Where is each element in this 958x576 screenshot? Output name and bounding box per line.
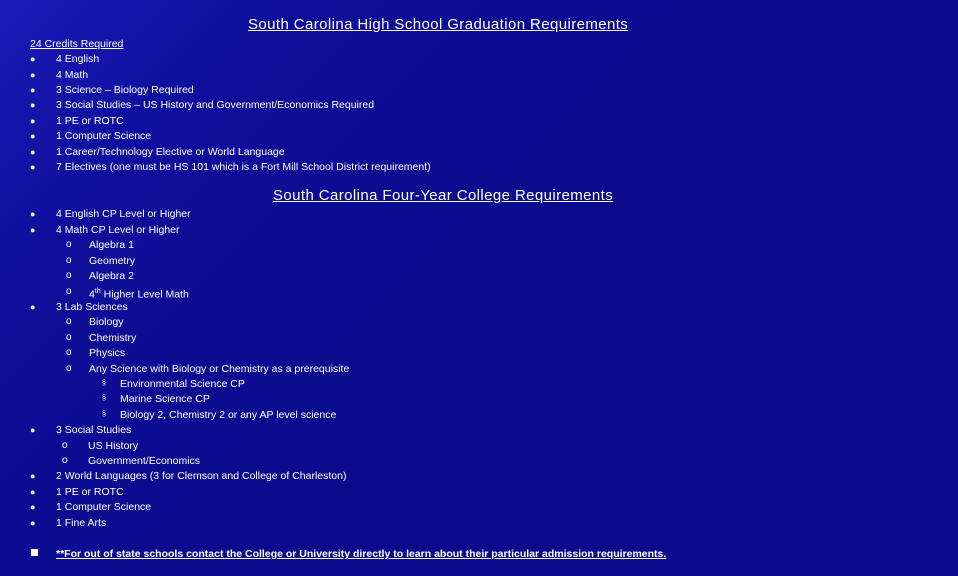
bullet-icon: ● <box>30 162 36 172</box>
math-sub-item: Geometry <box>89 255 136 267</box>
sub-bullet-icon: o <box>66 363 72 374</box>
bullet-icon: ● <box>30 147 36 157</box>
college-title: South Carolina Four-Year College Requirements <box>273 187 614 204</box>
bullet-icon: ● <box>30 502 36 512</box>
bullet-icon: ● <box>30 302 36 312</box>
sub-bullet-icon: o <box>66 347 72 358</box>
sub-bullet-icon: o <box>66 316 72 327</box>
math-sub-item <box>89 286 189 301</box>
college-social: 3 Social Studies <box>56 424 132 436</box>
bullet-icon: ● <box>30 116 36 126</box>
sub-bullet-icon: o <box>62 440 68 451</box>
college-english: 4 English CP Level or Higher <box>56 208 191 220</box>
lab-sub-item: Physics <box>89 347 126 359</box>
section-mark-icon: § <box>102 380 106 387</box>
bullet-icon: ● <box>30 131 36 141</box>
lab-sub-item: Biology <box>89 316 124 328</box>
bullet-icon: ● <box>30 209 36 219</box>
hs-item: 1 Career/Technology Elective or World Language <box>56 146 285 158</box>
bullet-icon: ● <box>30 487 36 497</box>
math-sub-item: Algebra 1 <box>89 239 134 251</box>
bullet-icon: ● <box>30 425 36 435</box>
bullet-icon: ● <box>30 518 36 528</box>
hs-item: 7 Electives (one must be HS 101 which is a Fort Mill School District requirement) <box>56 161 431 173</box>
section-mark-icon: § <box>102 395 106 402</box>
social-sub-item: US History <box>88 440 139 452</box>
sub-bullet-icon: o <box>66 286 72 297</box>
college-item: 2 World Languages (3 for Clemson and College of Charleston) <box>56 470 347 482</box>
hs-item: 1 Computer Science <box>56 130 152 142</box>
hs-item: 4 Math <box>56 69 89 81</box>
hs-item: 3 Science – Biology Required <box>56 84 194 96</box>
sub-bullet-icon: o <box>66 332 72 343</box>
credits-required: 24 Credits Required <box>30 38 124 50</box>
math-sub-text: Higher Level Math <box>100 288 189 301</box>
hs-item: 3 Social Studies – US History and Government/Economics Required <box>56 99 375 111</box>
sub-bullet-icon: o <box>62 455 68 466</box>
hs-title: South Carolina High School Graduation Requirements <box>248 16 629 33</box>
college-math: 4 Math CP Level or Higher <box>56 224 180 236</box>
footnote: **For out of state schools contact the College or University directly to learn about their particular admission requirements. <box>56 548 667 560</box>
square-bullet-icon <box>31 549 38 556</box>
ordinal-suffix: th <box>94 288 101 295</box>
college-item: 1 Computer Science <box>56 501 152 513</box>
college-item: 1 PE or ROTC <box>56 486 124 498</box>
lab-sub-item: Chemistry <box>89 332 137 344</box>
hs-item: 1 PE or ROTC <box>56 115 124 127</box>
social-sub-item: Government/Economics <box>88 455 201 467</box>
section-mark-icon: § <box>102 411 106 418</box>
bullet-icon: ● <box>30 54 36 64</box>
sub-bullet-icon: o <box>66 255 72 266</box>
bullet-icon: ● <box>30 471 36 481</box>
lab-subsub-item: Marine Science CP <box>120 393 210 405</box>
sub-bullet-icon: o <box>66 270 72 281</box>
lab-subsub-item: Biology 2, Chemistry 2 or any AP level science <box>120 409 337 421</box>
ordinal-number: 4 <box>89 288 95 301</box>
lab-sub-item: Any Science with Biology or Chemistry as a prerequisite <box>89 363 350 375</box>
hs-item: 4 English <box>56 53 100 65</box>
bullet-icon: ● <box>30 225 36 235</box>
bullet-icon: ● <box>30 70 36 80</box>
lab-subsub-item: Environmental Science CP <box>120 378 245 390</box>
college-lab: 3 Lab Sciences <box>56 301 128 313</box>
math-sub-item: Algebra 2 <box>89 270 134 282</box>
sub-bullet-icon: o <box>66 239 72 250</box>
college-item: 1 Fine Arts <box>56 517 107 529</box>
bullet-icon: ● <box>30 100 36 110</box>
bullet-icon: ● <box>30 85 36 95</box>
